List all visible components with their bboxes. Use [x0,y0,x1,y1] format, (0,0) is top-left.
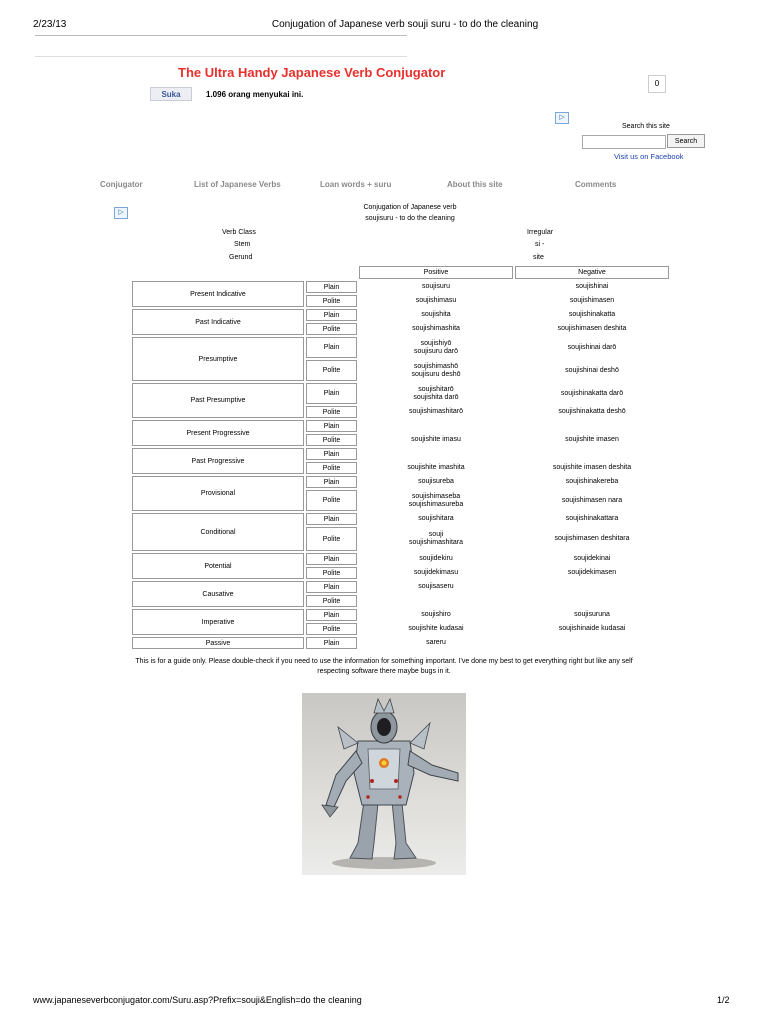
positive-header: Positive [359,266,513,279]
form-polite: Polite [306,462,357,474]
negative-value: soujishinai [575,283,609,290]
table-row [132,581,669,593]
table-row [132,281,669,293]
search-label: Search this site [622,123,670,130]
adchoices-icon[interactable]: ▷ [114,207,128,219]
form-plain: Plain [306,420,357,432]
positive-line: souji [428,531,444,538]
positive-line: soujishimashitara [408,539,464,546]
caption-line1: Conjugation of Japanese verb [363,204,457,211]
positive-value [359,383,513,404]
negative-value: soujishimasen deshitara [554,535,630,542]
table-row [132,420,669,432]
form-polite: Polite [306,360,357,381]
positive-value [359,490,513,511]
form-polite: Polite [306,295,357,307]
positive-value [359,337,513,358]
form-plain: Plain [306,383,357,404]
positive-value: soujishite imasu [411,436,461,443]
table-header-row [132,266,669,279]
category-present-progressive: Present Progressive [132,420,304,446]
print-footer-url: www.japaneseverbconjugator.com/Suru.asp?Prefix=souji&English=do the cleaning [33,995,362,1005]
negative-value: soujishinakatta darō [560,389,624,397]
site-title[interactable]: The Ultra Handy Japanese Verb Conjugator [178,65,446,80]
category-imperative: Imperative [132,609,304,635]
negative-value: soujishinai darō [567,343,617,351]
positive-value: soujisureba [418,478,454,485]
negative-value: soujidekimasen [567,569,617,576]
nav-conjugator[interactable]: Conjugator [100,180,143,189]
category-presumptive: Presumptive [132,337,304,381]
negative-value [515,420,669,432]
share-counter: 0 [648,75,666,93]
like-button-label: Suka [161,90,181,99]
verb-class-label: Verb Class [222,229,256,236]
nav-verb-list[interactable]: List of Japanese Verbs [194,180,281,189]
positive-value [359,360,513,381]
facebook-link[interactable]: Visit us on Facebook [614,152,684,161]
positive-value: soujishimashita [412,325,460,332]
print-date: 2/23/13 [33,19,67,30]
table-row [132,609,669,621]
table-row [132,553,669,565]
nav-comments[interactable]: Comments [575,180,617,189]
robot-figure-illustration [302,693,466,875]
positive-value [359,527,513,551]
negative-value: soujishinaide kudasai [558,625,626,632]
form-plain: Plain [306,637,357,649]
negative-value [515,637,669,649]
positive-value: soujishitara [418,515,454,522]
category-causative: Causative [132,581,304,607]
positive-value: soujidekiru [419,555,453,562]
positive-value: soujisuru [421,283,450,290]
negative-value: soujishinakattara [565,515,619,522]
nav-about[interactable]: About this site [447,180,503,189]
form-plain: Plain [306,476,357,488]
category-conditional: Conditional [132,513,304,551]
negative-value [515,595,669,607]
negative-value: soujishimasen [569,297,615,304]
positive-value: soujishita [421,311,451,318]
form-plain: Plain [306,609,357,621]
positive-line: soujishitarō [418,385,454,393]
positive-value [359,595,513,607]
positive-value: soujisaseru [418,583,454,590]
positive-line: soujisuru deshō [411,370,461,378]
print-page-number: 1/2 [717,995,730,1005]
positive-value: soujishiro [421,611,451,618]
positive-value [359,448,513,460]
positive-line: soujishimasureba [408,500,464,508]
negative-value: soujishinakereba [565,478,619,485]
negative-value [515,448,669,460]
form-plain: Plain [306,448,357,460]
form-plain: Plain [306,337,357,358]
nav-loan-words[interactable]: Loan words + suru [320,180,392,189]
positive-line: soujishiyō [420,339,452,347]
table-row [132,513,669,525]
conjugation-table [130,264,671,651]
stem-value: si - [535,241,545,248]
positive-value: soujishimasu [415,297,457,304]
facebook-like-button[interactable] [150,87,192,101]
negative-value: soujishite imasen [565,436,619,443]
positive-value: soujishite imashita [407,464,465,471]
negative-value: soujishite imasen deshita [552,464,632,471]
divider [35,35,407,36]
negative-value: soujishinakatta deshō [558,408,626,415]
search-button[interactable]: Search [667,134,705,148]
form-polite: Polite [306,434,357,446]
form-polite: Polite [306,567,357,579]
category-past-presumptive: Past Presumptive [132,383,304,418]
gerund-label: Gerund [229,254,253,261]
negative-value: soujishimasen deshita [557,325,627,332]
category-past-progressive: Past Progressive [132,448,304,474]
form-polite: Polite [306,406,357,418]
positive-value: sareru [426,639,446,646]
adchoices-icon[interactable]: ▷ [555,112,569,124]
positive-line: soujishimaseba [411,492,461,500]
form-polite: Polite [306,623,357,635]
gerund-value: site [533,254,544,261]
negative-value: soujisuruna [574,611,610,618]
form-plain: Plain [306,309,357,321]
divider [35,56,407,57]
table-row [132,383,669,404]
search-input[interactable] [582,135,666,149]
category-present-indicative: Present Indicative [132,281,304,307]
form-plain: Plain [306,281,357,293]
like-count: 1.096 orang menyukai ini. [206,90,304,99]
form-polite: Polite [306,527,357,551]
caption-line2: soujisuru - to do the cleaning [365,215,455,222]
table-row [132,448,669,460]
table-row [132,476,669,488]
table-row [132,637,669,649]
positive-value: soujidekimasu [413,569,459,576]
negative-header: Negative [515,266,669,279]
category-passive: Passive [132,637,304,649]
robot-figure-photo [302,693,466,875]
form-plain: Plain [306,581,357,593]
form-polite: Polite [306,323,357,335]
negative-value: soujidekinai [573,555,611,562]
category-past-indicative: Past Indicative [132,309,304,335]
stem-label: Stem [234,241,251,248]
positive-value [359,420,513,432]
form-polite: Polite [306,490,357,511]
print-title: Conjugation of Japanese verb souji suru - to do the cleaning [271,19,539,30]
category-potential: Potential [132,553,304,579]
form-plain: Plain [306,553,357,565]
negative-value: soujishinai deshō [565,366,619,374]
form-plain: Plain [306,513,357,525]
positive-line: soujishita darō [413,393,459,401]
positive-line: soujisuru darō [414,347,458,355]
table-row [132,337,669,358]
positive-line: soujishimashō [413,362,459,370]
negative-value: soujishinakatta [568,311,616,318]
negative-value: soujishimasen nara [561,496,623,504]
category-provisional: Provisional [132,476,304,511]
verb-class-value: Irregular [527,229,554,236]
disclaimer-text: This is for a guide only. Please double-check if you need to use the information for something important. I've done my best to get everything right but like any self respecting software there maybe bugs in it. [135,658,633,675]
form-polite: Polite [306,595,357,607]
negative-value [515,581,669,593]
positive-value: soujishimashitarō [408,408,464,415]
table-row [132,309,669,321]
positive-value: soujishite kudasai [408,625,464,632]
